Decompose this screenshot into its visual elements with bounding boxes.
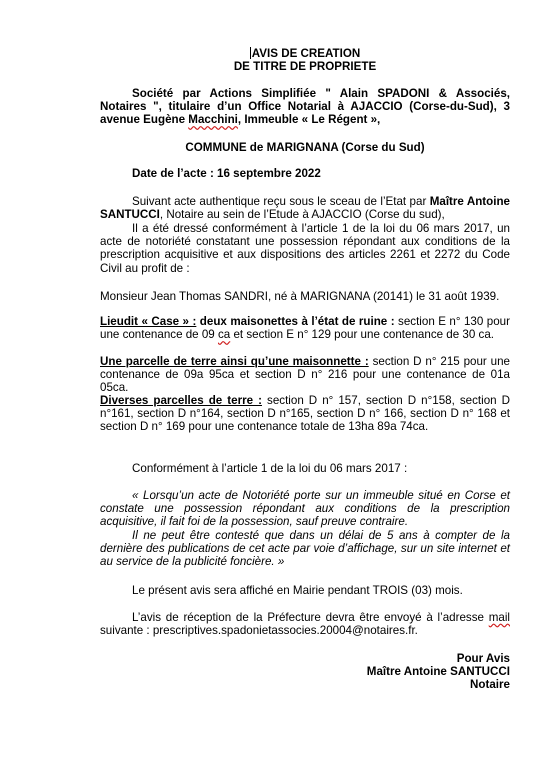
- lieudit-label: Lieudit « Case » :: [100, 315, 197, 328]
- date-acte: Date de l’acte : 16 septembre 2022: [132, 167, 321, 180]
- signature-line-3: Notaire: [470, 678, 510, 692]
- societe-paragraph: [100, 87, 510, 127]
- societe-text-end: , Immeuble « Le Régent »,: [237, 113, 381, 127]
- commune-heading: COMMUNE de MARIGNANA (Corse du Sud): [185, 141, 425, 154]
- document-title: [100, 47, 510, 73]
- citation-paragraph-2: Il ne peut être contesté que dans un délai de 5 ans à compter de la dernière des publications de cet acte par voie d’affichage, sur un site internet et au service de la publicité foncière. »: [100, 529, 510, 569]
- misspelled-word: mail: [488, 611, 510, 624]
- intro-paragraph: Suivant acte authentique reçu sous le sceau de l’Etat par Maître Antoine SANTUCCI, Notaire au sein de l’Etude à AJACCIO (Corse du sud),: [100, 195, 510, 222]
- affichage-line: Le présent avis sera affiché en Mairie pendant TROIS (03) mois.: [132, 584, 463, 597]
- conformement-line: Conformément à l’article 1 de la loi du 06 mars 2017 :: [132, 462, 408, 475]
- text-cursor: [250, 47, 251, 59]
- maitre-name: Maître Antoine SANTUCCI: [100, 195, 510, 222]
- reception-paragraph: L’avis de réception de la Préfecture devra être envoyé à l’adresse mail suivante : prescriptives.spadonietassocies.20004@notaires.fr.: [100, 611, 510, 638]
- title-line-2: DE TITRE DE PROPRIETE: [233, 60, 377, 74]
- citation-paragraph-1: « Lorsqu’un acte de Notoriété porte sur un immeuble situé en Corse et constate une possession répondant aux conditions de la prescription acquisitive, il fait foi de la possession, sauf preuve contraire.: [100, 489, 510, 529]
- notoriete-paragraph: Il a été dressé conformément à l’article 1 de la loi du 06 mars 2017, un acte de notoriété constatant une possession répondant aux conditions de la prescription acquisitive et aux dispositions des articles 2261 et 2272 du Code Civil au profit de :: [100, 222, 510, 275]
- signature-line-1: Pour Avis: [456, 652, 510, 665]
- parcelle-terre-maisonnette: Une parcelle de terre ainsi qu’une maisonnette : section D n° 215 pour une contenance de 09a 95ca et section D n° 216 pour une contenance de 01a 05ca.: [100, 355, 510, 395]
- parcelles-diverses: Diverses parcelles de terre : section D n° 157, section D n°158, section D n°161, section D n°164, section D n°165, section D n° 166, section D n° 168 et section D n° 169 pour une contenance totale de 13ha 89a 74ca.: [100, 394, 511, 434]
- signature-block: [100, 652, 510, 692]
- diverses-label: Diverses parcelles de terre :: [100, 394, 262, 407]
- societe-text: Société par Actions Simplifiée " Alain SPADONI & Associés, Notaires ", titulaire d’un Office Notarial à AJACCIO (Corse-du-Sud), 3 avenue Eugène: [100, 87, 510, 127]
- parcelle-label: Une parcelle de terre ainsi qu’une maisonnette :: [100, 355, 369, 368]
- beneficiaire: Monsieur Jean Thomas SANDRI, né à MARIGNANA (20141) le 31 août 1939.: [100, 290, 500, 303]
- title-line-1: AVIS DE CREATION: [251, 47, 361, 60]
- misspelled-word: Macchini: [188, 113, 238, 127]
- misspelled-word: ca: [217, 328, 231, 342]
- parcelle-lieudit: Lieudit « Case » : deux maisonettes à l’état de ruine : section E n° 130 pour une contenance de 09 ca et section E n° 129 pour une contenance de 30 ca.: [100, 315, 510, 342]
- signature-line-2: Maître Antoine SANTUCCI: [366, 665, 510, 679]
